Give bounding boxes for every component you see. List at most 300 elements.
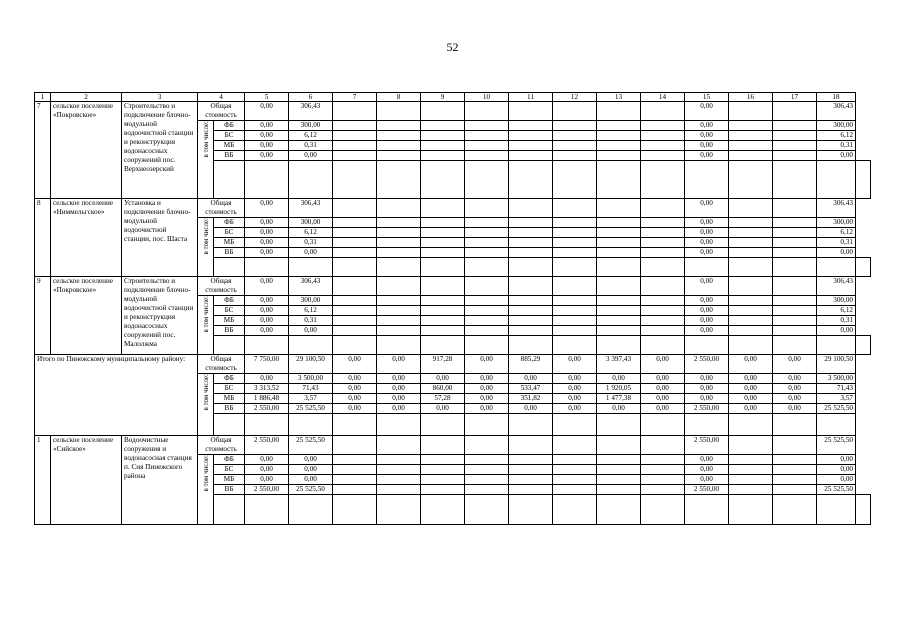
- empty-cell: [597, 326, 641, 336]
- value-cell: 0,00: [377, 355, 421, 374]
- value-cell: 57,28: [421, 394, 465, 404]
- empty-cell: [377, 485, 421, 495]
- value-cell: 3 313,52: [245, 384, 289, 394]
- header-cell: 2: [51, 93, 122, 102]
- empty-cell: [333, 218, 377, 228]
- empty-cell: [465, 228, 509, 238]
- empty-cell: [729, 218, 773, 228]
- value-cell: 71,43: [817, 384, 856, 394]
- empty-cell: [817, 495, 856, 525]
- empty-cell: [465, 495, 509, 525]
- value-cell: 0,00: [685, 326, 729, 336]
- empty-cell: [509, 495, 553, 525]
- empty-cell: [817, 336, 856, 355]
- value-cell: 0,00: [377, 404, 421, 414]
- empty-cell: [377, 436, 421, 455]
- value-cell: 2 550,00: [685, 436, 729, 455]
- empty-cell: [465, 121, 509, 131]
- empty-cell: [333, 151, 377, 161]
- empty-cell: [245, 495, 289, 525]
- table-row: [35, 199, 871, 218]
- empty-cell: [856, 161, 871, 199]
- empty-cell: [641, 141, 685, 151]
- value-cell: 0,00: [685, 316, 729, 326]
- empty-cell: [773, 121, 817, 131]
- value-cell: 0,00: [729, 384, 773, 394]
- header-cell: 5: [245, 93, 289, 102]
- empty-cell: [729, 248, 773, 258]
- empty-cell: [729, 316, 773, 326]
- empty-cell: [333, 228, 377, 238]
- empty-cell: [729, 258, 773, 277]
- empty-cell: [597, 228, 641, 238]
- empty-cell: [377, 218, 421, 228]
- empty-cell: [773, 326, 817, 336]
- empty-cell: [773, 414, 817, 436]
- empty-cell: [421, 326, 465, 336]
- value-cell: 0,00: [685, 141, 729, 151]
- in-that-number-label: [198, 374, 214, 436]
- value-cell: 0,00: [245, 141, 289, 151]
- total-cost-label: Общая стоимость: [198, 102, 245, 121]
- settlement-name: сельское поселение «Сийское»: [51, 436, 122, 525]
- empty-cell: [641, 336, 685, 355]
- header-cell: 7: [333, 93, 377, 102]
- empty-cell: [641, 495, 685, 525]
- in-that-number-label: [198, 121, 214, 199]
- value-cell: 885,29: [509, 355, 553, 374]
- empty-cell: [729, 336, 773, 355]
- value-cell: 0,00: [245, 316, 289, 326]
- value-cell: 0,00: [245, 248, 289, 258]
- empty-cell: [509, 228, 553, 238]
- empty-cell: [729, 131, 773, 141]
- empty-cell: [333, 258, 377, 277]
- empty-cell: [465, 151, 509, 161]
- empty-cell: [509, 326, 553, 336]
- value-cell: 306,43: [289, 277, 333, 296]
- empty-cell: [509, 131, 553, 141]
- value-cell: 0,00: [245, 131, 289, 141]
- header-cell: 4: [198, 93, 245, 102]
- value-cell: 0,00: [289, 151, 333, 161]
- value-cell: 0,00: [773, 374, 817, 384]
- empty-cell: [509, 414, 553, 436]
- empty-cell: [553, 277, 597, 296]
- empty-cell: [465, 131, 509, 141]
- value-cell: 0,00: [333, 355, 377, 374]
- empty-cell: [729, 326, 773, 336]
- empty-cell: [553, 121, 597, 131]
- header-cell: 18: [817, 93, 856, 102]
- value-cell: 6,12: [817, 228, 856, 238]
- value-cell: 0,00: [333, 384, 377, 394]
- empty-cell: [333, 455, 377, 465]
- empty-cell: [641, 277, 685, 296]
- empty-cell: [553, 455, 597, 465]
- empty-cell: [509, 121, 553, 131]
- empty-cell: [333, 414, 377, 436]
- empty-cell: [377, 141, 421, 151]
- value-cell: 0,00: [685, 199, 729, 218]
- value-cell: 0,00: [333, 374, 377, 384]
- empty-cell: [597, 485, 641, 495]
- empty-cell: [465, 465, 509, 475]
- empty-cell: [509, 218, 553, 228]
- empty-cell: [421, 199, 465, 218]
- value-cell: 0,00: [245, 296, 289, 306]
- settlement-name: сельское поселение «Ниммельгское»: [51, 199, 122, 277]
- in-that-number-label: [198, 218, 214, 277]
- value-cell: 2 550,00: [685, 404, 729, 414]
- empty-cell: [509, 475, 553, 485]
- empty-cell: [509, 455, 553, 465]
- empty-cell: [421, 306, 465, 316]
- empty-cell: [245, 336, 289, 355]
- value-cell: 306,43: [289, 199, 333, 218]
- empty-cell: [773, 495, 817, 525]
- empty-cell: [597, 465, 641, 475]
- empty-cell: [553, 199, 597, 218]
- empty-cell: [245, 414, 289, 436]
- empty-cell: [333, 306, 377, 316]
- value-cell: 2 550,00: [685, 355, 729, 374]
- funding-source: ВБ: [214, 151, 245, 161]
- empty-cell: [597, 296, 641, 306]
- empty-cell: [333, 248, 377, 258]
- value-cell: 0,00: [817, 455, 856, 465]
- empty-cell: [641, 151, 685, 161]
- empty-cell: [509, 238, 553, 248]
- empty-cell: [729, 277, 773, 296]
- empty-cell: [597, 475, 641, 485]
- value-cell: 3,57: [289, 394, 333, 404]
- funding-source: МБ: [214, 141, 245, 151]
- empty-cell: [465, 475, 509, 485]
- value-cell: 0,00: [289, 326, 333, 336]
- empty-cell: [597, 141, 641, 151]
- empty-cell: [729, 455, 773, 465]
- empty-cell: [214, 495, 245, 525]
- empty-cell: [333, 296, 377, 306]
- value-cell: 0,00: [245, 277, 289, 296]
- value-cell: 2 550,00: [685, 485, 729, 495]
- empty-cell: [377, 151, 421, 161]
- empty-cell: [333, 277, 377, 296]
- funding-source: ВБ: [214, 248, 245, 258]
- empty-cell: [773, 151, 817, 161]
- value-cell: 0,00: [553, 384, 597, 394]
- settlement-name: сельское поселение «Покровское»: [51, 102, 122, 199]
- empty-cell: [421, 218, 465, 228]
- value-cell: 0,00: [245, 475, 289, 485]
- value-cell: 29 100,50: [289, 355, 333, 374]
- funding-source: БС: [214, 228, 245, 238]
- empty-cell: [421, 296, 465, 306]
- empty-cell: [421, 277, 465, 296]
- empty-cell: [856, 495, 871, 525]
- empty-cell: [333, 495, 377, 525]
- empty-cell: [597, 238, 641, 248]
- empty-cell: [729, 228, 773, 238]
- value-cell: 2 550,00: [245, 404, 289, 414]
- empty-cell: [641, 131, 685, 141]
- row-number: 7: [35, 102, 51, 199]
- empty-cell: [509, 277, 553, 296]
- empty-cell: [597, 277, 641, 296]
- empty-cell: [773, 316, 817, 326]
- empty-cell: [377, 131, 421, 141]
- value-cell: 1 920,05: [597, 384, 641, 394]
- value-cell: 0,00: [289, 248, 333, 258]
- value-cell: 25 525,50: [289, 404, 333, 414]
- value-cell: 0,00: [465, 384, 509, 394]
- value-cell: 0,00: [509, 374, 553, 384]
- value-cell: 0,31: [817, 316, 856, 326]
- empty-cell: [817, 258, 856, 277]
- empty-cell: [553, 151, 597, 161]
- total-cost-label: Общая стоимость: [198, 277, 245, 296]
- vertical-label: в том числе:: [201, 296, 210, 333]
- empty-cell: [641, 238, 685, 248]
- empty-cell: [729, 414, 773, 436]
- empty-cell: [245, 161, 289, 199]
- in-that-number-label: [198, 455, 214, 525]
- header-cell: 9: [421, 93, 465, 102]
- value-cell: 0,00: [245, 218, 289, 228]
- empty-cell: [377, 228, 421, 238]
- empty-cell: [773, 296, 817, 306]
- value-cell: 306,43: [289, 102, 333, 121]
- empty-cell: [641, 465, 685, 475]
- empty-cell: [377, 414, 421, 436]
- value-cell: 0,00: [465, 355, 509, 374]
- total-cost-label: Общая стоимость: [198, 199, 245, 218]
- summary-label: Итого по Пинежскому муниципальному району:: [35, 355, 198, 436]
- value-cell: 0,00: [333, 394, 377, 404]
- funding-source: ФБ: [214, 218, 245, 228]
- funding-source: МБ: [214, 394, 245, 404]
- table-row: [35, 277, 871, 296]
- value-cell: 0,00: [289, 475, 333, 485]
- empty-cell: [773, 436, 817, 455]
- value-cell: 0,00: [245, 102, 289, 121]
- empty-cell: [214, 336, 245, 355]
- empty-cell: [333, 121, 377, 131]
- empty-cell: [421, 248, 465, 258]
- empty-cell: [685, 161, 729, 199]
- empty-cell: [333, 131, 377, 141]
- empty-cell: [773, 102, 817, 121]
- object-name: Строительство и подключение блочно-модульной водоочистной станции и реконструкция водонасосных сооружений пос. Верхнеозерский: [122, 102, 198, 199]
- empty-cell: [421, 121, 465, 131]
- empty-cell: [377, 238, 421, 248]
- empty-cell: [421, 495, 465, 525]
- empty-cell: [214, 258, 245, 277]
- empty-cell: [641, 199, 685, 218]
- empty-cell: [333, 161, 377, 199]
- empty-cell: [553, 296, 597, 306]
- empty-cell: [553, 141, 597, 151]
- value-cell: 0,00: [641, 355, 685, 374]
- empty-cell: [817, 414, 856, 436]
- empty-cell: [553, 131, 597, 141]
- empty-cell: [597, 495, 641, 525]
- funding-source: БС: [214, 384, 245, 394]
- value-cell: 3 500,00: [289, 374, 333, 384]
- value-cell: 0,00: [729, 394, 773, 404]
- value-cell: 0,31: [289, 316, 333, 326]
- empty-cell: [597, 306, 641, 316]
- empty-cell: [641, 485, 685, 495]
- empty-cell: [553, 306, 597, 316]
- empty-cell: [509, 141, 553, 151]
- empty-cell: [597, 151, 641, 161]
- empty-cell: [509, 436, 553, 455]
- empty-cell: [509, 316, 553, 326]
- empty-cell: [773, 258, 817, 277]
- empty-cell: [421, 238, 465, 248]
- empty-cell: [641, 326, 685, 336]
- empty-cell: [421, 102, 465, 121]
- empty-cell: [421, 316, 465, 326]
- empty-cell: [597, 248, 641, 258]
- value-cell: 0,00: [685, 218, 729, 228]
- empty-cell: [553, 238, 597, 248]
- value-cell: 0,00: [553, 374, 597, 384]
- value-cell: 0,00: [465, 404, 509, 414]
- empty-cell: [641, 161, 685, 199]
- empty-cell: [509, 336, 553, 355]
- value-cell: 0,00: [685, 151, 729, 161]
- empty-cell: [553, 485, 597, 495]
- value-cell: 6,12: [289, 131, 333, 141]
- value-cell: 0,00: [817, 326, 856, 336]
- value-cell: 29 100,50: [817, 355, 856, 374]
- header-cell: 16: [729, 93, 773, 102]
- value-cell: 71,43: [289, 384, 333, 394]
- empty-cell: [553, 228, 597, 238]
- empty-cell: [773, 485, 817, 495]
- empty-cell: [553, 495, 597, 525]
- object-name: Водоочистные сооружения и водонасосная станция п. Сия Пинежского района: [122, 436, 198, 525]
- empty-cell: [377, 336, 421, 355]
- value-cell: 3,57: [817, 394, 856, 404]
- empty-cell: [641, 218, 685, 228]
- object-name: Строительство и подключение блочно-модульной водоочистной станции и реконструкция водонасосных сооружений пос. Малолжма: [122, 277, 198, 355]
- empty-cell: [509, 102, 553, 121]
- table-row: [35, 436, 871, 455]
- value-cell: 6,12: [817, 306, 856, 316]
- empty-cell: [553, 161, 597, 199]
- empty-cell: [641, 248, 685, 258]
- empty-cell: [377, 316, 421, 326]
- funding-source: ВБ: [214, 404, 245, 414]
- value-cell: 0,00: [465, 374, 509, 384]
- empty-cell: [641, 258, 685, 277]
- empty-cell: [465, 306, 509, 316]
- value-cell: 0,00: [553, 355, 597, 374]
- empty-cell: [856, 258, 871, 277]
- empty-cell: [641, 455, 685, 465]
- value-cell: 25 525,50: [817, 404, 856, 414]
- page-number: 52: [446, 40, 459, 54]
- value-cell: 3 397,43: [597, 355, 641, 374]
- empty-cell: [597, 121, 641, 131]
- empty-cell: [729, 199, 773, 218]
- empty-cell: [856, 336, 871, 355]
- empty-cell: [641, 121, 685, 131]
- value-cell: 860,00: [421, 384, 465, 394]
- value-cell: 0,00: [729, 374, 773, 384]
- empty-cell: [729, 161, 773, 199]
- empty-cell: [685, 336, 729, 355]
- empty-cell: [509, 258, 553, 277]
- empty-cell: [729, 495, 773, 525]
- funding-source: ФБ: [214, 374, 245, 384]
- value-cell: 0,00: [245, 455, 289, 465]
- empty-cell: [773, 248, 817, 258]
- value-cell: 0,00: [685, 131, 729, 141]
- empty-cell: [465, 248, 509, 258]
- empty-cell: [465, 316, 509, 326]
- empty-cell: [773, 277, 817, 296]
- value-cell: 306,43: [817, 277, 856, 296]
- empty-cell: [509, 306, 553, 316]
- value-cell: 0,00: [245, 465, 289, 475]
- empty-cell: [553, 102, 597, 121]
- empty-cell: [509, 465, 553, 475]
- total-cost-label: Общая стоимость: [198, 355, 245, 374]
- empty-cell: [421, 131, 465, 141]
- empty-cell: [509, 485, 553, 495]
- empty-cell: [729, 238, 773, 248]
- empty-cell: [289, 414, 333, 436]
- vertical-label: в том числе:: [201, 455, 210, 492]
- empty-cell: [465, 485, 509, 495]
- value-cell: 25 525,50: [817, 485, 856, 495]
- empty-cell: [421, 151, 465, 161]
- empty-cell: [333, 316, 377, 326]
- empty-cell: [729, 141, 773, 151]
- empty-cell: [421, 475, 465, 485]
- value-cell: 0,00: [685, 465, 729, 475]
- empty-cell: [377, 296, 421, 306]
- empty-cell: [465, 296, 509, 306]
- funding-source: БС: [214, 131, 245, 141]
- empty-cell: [465, 102, 509, 121]
- empty-cell: [597, 414, 641, 436]
- value-cell: 300,00: [817, 121, 856, 131]
- value-cell: 0,00: [465, 394, 509, 404]
- empty-cell: [685, 414, 729, 436]
- value-cell: 300,00: [817, 218, 856, 228]
- empty-cell: [289, 336, 333, 355]
- empty-cell: [245, 258, 289, 277]
- total-cost-label: Общая стоимость: [198, 436, 245, 455]
- empty-cell: [641, 228, 685, 238]
- object-name: Установка и подключение блочно-модульной водоочистной станции, пос. Шаста: [122, 199, 198, 277]
- budget-table: [34, 92, 871, 525]
- empty-cell: [641, 436, 685, 455]
- empty-cell: [729, 465, 773, 475]
- in-that-number-label: [198, 296, 214, 355]
- empty-cell: [773, 336, 817, 355]
- value-cell: 0,00: [377, 394, 421, 404]
- empty-cell: [773, 455, 817, 465]
- empty-cell: [214, 161, 245, 199]
- empty-cell: [333, 436, 377, 455]
